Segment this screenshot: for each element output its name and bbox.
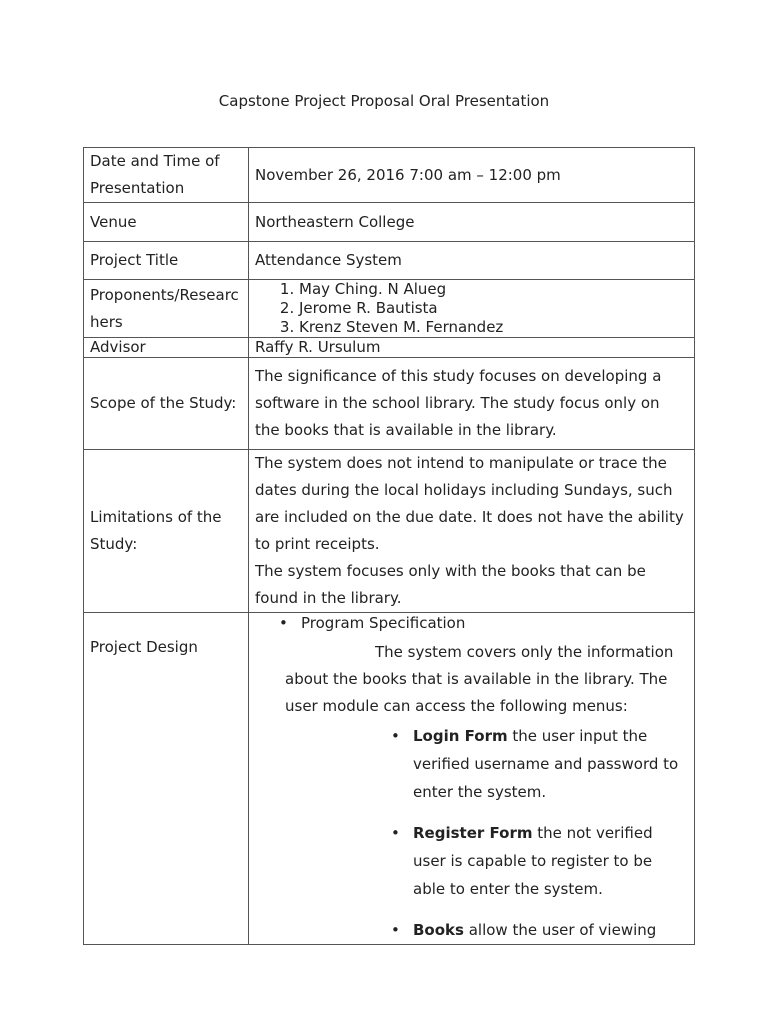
bullet-icon: • xyxy=(391,921,400,939)
proposal-table xyxy=(83,147,695,945)
table-row xyxy=(84,358,695,450)
proponents-value xyxy=(249,280,695,338)
limitations-label xyxy=(84,450,249,613)
bullet-icon: • xyxy=(391,824,400,842)
table-row xyxy=(84,613,695,945)
text-line: The system does not intend to manipulate or trace the xyxy=(255,454,667,472)
limitations-value xyxy=(249,450,695,613)
text-line: allow the user of viewing xyxy=(463,921,657,939)
text-line: to print receipts. xyxy=(255,535,380,553)
limitations-label-line: Study: xyxy=(90,535,138,553)
date-label-line: Date and Time of xyxy=(90,152,220,170)
date-value: November 26, 2016 7:00 am – 12:00 pm xyxy=(249,148,695,203)
document-title: Capstone Project Proposal Oral Presentation xyxy=(218,92,550,110)
spec-heading-text: Program Specification xyxy=(301,614,466,632)
text-line: verified username and password to xyxy=(413,755,679,773)
date-label-line: Presentation xyxy=(90,179,185,197)
bullet-icon: • xyxy=(391,727,400,745)
text-line: about the books that is available in the library. The xyxy=(285,670,668,688)
date-label xyxy=(84,148,249,203)
project-title-value: Attendance System xyxy=(249,242,695,280)
design-label xyxy=(84,613,249,945)
text-line: user module can access the following menus: xyxy=(285,697,628,715)
table-row xyxy=(84,338,695,358)
list-item: 1. May Ching. N Alueg xyxy=(299,280,688,299)
project-title-label: Project Title xyxy=(84,242,249,280)
table-row xyxy=(84,203,695,242)
text-line: the not verified xyxy=(532,824,653,842)
text-line: The system covers only the information xyxy=(375,643,674,661)
scope-label: Scope of the Study: xyxy=(84,358,249,450)
text-line: able to enter the system. xyxy=(413,880,603,898)
text-line: user is capable to register to be xyxy=(413,852,653,870)
table-row xyxy=(84,242,695,280)
bullet-icon: • xyxy=(279,614,288,632)
menu-item-login xyxy=(391,722,688,806)
advisor-value: Raffy R. Ursulum xyxy=(249,338,695,358)
text-line: The significance of this study focuses on developing a xyxy=(255,367,662,385)
proponents-label-line: hers xyxy=(90,312,123,331)
proponents-list xyxy=(255,280,688,337)
list-item: 3. Krenz Steven M. Fernandez xyxy=(299,318,688,337)
advisor-label: Advisor xyxy=(84,338,249,358)
menu-name: Login Form xyxy=(413,727,508,745)
text-line: found in the library. xyxy=(255,589,402,607)
venue-value: Northeastern College xyxy=(249,203,695,242)
text-line: The system focuses only with the books that can be xyxy=(255,562,646,580)
venue-label: Venue xyxy=(84,203,249,242)
proponents-label xyxy=(84,280,249,338)
table-row xyxy=(84,280,695,338)
scope-value xyxy=(249,358,695,450)
text-line: are included on the due date. It does not have the ability xyxy=(255,508,684,526)
spec-heading xyxy=(279,613,688,633)
text-line: enter the system. xyxy=(413,783,547,801)
list-item: 2. Jerome R. Bautista xyxy=(299,299,688,318)
text-line: the user input the xyxy=(507,727,648,745)
menu-item-register xyxy=(391,819,688,903)
spec-paragraph xyxy=(255,639,688,720)
text-line: software in the school library. The study focus only on xyxy=(255,394,660,412)
table-row xyxy=(84,148,695,203)
proponents-label-line: Proponents/Researc xyxy=(90,285,239,304)
design-label-text: Project Design xyxy=(90,638,198,656)
menu-item-books xyxy=(391,916,688,944)
table-row xyxy=(84,450,695,613)
menu-name: Register Form xyxy=(413,824,533,842)
limitations-label-line: Limitations of the xyxy=(90,508,222,526)
design-value xyxy=(249,613,695,945)
menu-name: Books xyxy=(413,921,464,939)
text-line: the books that is available in the library. xyxy=(255,421,557,439)
text-line: dates during the local holidays including Sundays, such xyxy=(255,481,673,499)
